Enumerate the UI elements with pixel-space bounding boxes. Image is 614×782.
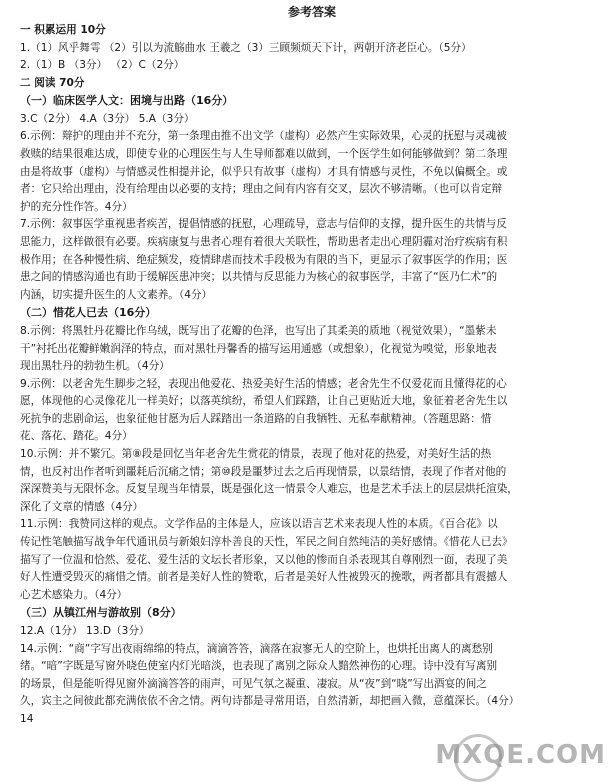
- answer-line: 2.（1）B （3分） （2）C（2分）: [20, 59, 185, 72]
- site-watermark: [435, 732, 606, 778]
- answer-line: 护的充分性作答。4分）: [20, 200, 133, 213]
- answer-lines: [20, 22, 604, 728]
- section-heading: （三）从镇江州与游故别（8分）: [20, 606, 182, 620]
- answer-document: [20, 4, 604, 728]
- answer-line: 由是将故事（虚构）与情感灵性相提并论，似乎只有故事（虚构）才具有情感与灵性，不免以偏概全。或: [20, 165, 508, 178]
- answer-line: 9.示例：以老舍先生脚步之轻，表现出他爱花、热爱美好生活的情感；老舍先生不仅爱花而且懂得花的心: [20, 377, 507, 390]
- section-heading: （二）惜花人已去（16分）: [20, 306, 157, 320]
- answer-line: 6.示例：辩护的理由并不充分，第一条理由推不出文学（虚构）必然产生实际效果，心灵的抚慰与灵魂被: [20, 130, 507, 143]
- answer-line: 现出黑牡丹的勃勃生机。（4分）: [20, 360, 170, 373]
- answer-line: 花、落花、踏花。4分）: [20, 430, 133, 443]
- answer-line: 3.C（2分） 4.A（3分） 5.A（3分）: [20, 112, 195, 125]
- answer-line: 心艺术感染力。（4分）: [20, 588, 128, 601]
- answer-line: 患之间的情感沟通也有助于缓解医患冲突；以共情与反思能力为核心的叙事医学，丰富了“医乃仁术”的: [20, 271, 498, 284]
- part-heading: 二 阅读 70分: [20, 76, 85, 89]
- page-title: 参考答案: [287, 5, 336, 19]
- answer-line: 深化了文章的情感（4分）: [20, 500, 144, 513]
- watermark-text: MXQE.COM: [435, 740, 606, 770]
- answer-line: 死抗争的悲剧命运，也象征他甘愿为后人踩踏出一条道路的自我牺牲、无私奉献精神。（答题思路：惜: [20, 412, 492, 425]
- answer-line: 8.示例：将黑牡丹花瓣比作乌绒，既写出了花瓣的色泽，也写出了其柔美的质地（视觉效果），“墨紫未: [20, 324, 497, 337]
- answer-line: 12.A（1分） 13.D（3分）: [20, 624, 150, 637]
- answer-line: 深深赞美与无限怀念。反复呈现当年情景，既是强化这一情景令人难忘，也是艺术手法上的层层烘托渲染，: [20, 483, 518, 496]
- answer-line: 绪。“暗”字既是写窗外晓色使室内灯光暗淡，也表现了离别之际众人黯然神伤的心理。诗中没有写离别: [20, 660, 498, 673]
- answer-line: 的场景，但是能听得见窗外滴滴答答的雨声，可见气氛之凝重、凄寂。从“夜”到“晓”写出酒宴的间之: [20, 677, 487, 690]
- answer-line: 内涵，切实提升医生的人文素养。（4分）: [20, 288, 213, 301]
- answer-line: 极作用；在各种慢性病、绝症频发，疫情肆虐而技术手段极为有限的当下，更显示了叙事医学的作用；医: [20, 253, 508, 266]
- answer-line: 好人性遭受毁灭的痛惜之情。前者是美好人性的赞歌，后者是美好人性被毁灭的挽歌，两者都具有震撼人: [20, 571, 508, 584]
- part-heading: 一 积累运用 10分: [20, 24, 106, 36]
- answer-line: 传记性笔触描写战争年代通讯员与新娘妇淳朴善良的天性，军民之间自然纯洁的美好感情。《惜花人已去》: [20, 536, 513, 549]
- answer-line: 7.示例：叙事医学重视患者疾苦，提倡情感的抚慰，心理疏导，意志与信仰的支撑，提升医生的共情与反: [20, 218, 507, 231]
- section-heading: （一）临床医学人文：困境与出路（16分）: [20, 94, 234, 108]
- answer-line: 描写了一位温和恰然、爱花、爱生活的文坛长者形象，又以他的惨而自杀表现其自尊刚烈一面，表现了美: [20, 553, 508, 566]
- answer-line: 愿，体现他的心灵像花儿一样美好；以落英缤纷，希望人们踩踏，让自己更贴近大地，象征着老舍先生以: [20, 395, 508, 408]
- answer-line: 11.示例：我赞同这样的观点。文学作品的主体是人，应该以语言艺术来表现人性的本质。《百合花》以: [20, 518, 498, 531]
- watermark-logo-icon: [454, 734, 502, 782]
- answer-line: 久，宾主之间彼此都充满依依不舍之情。两句诗都是寻常用语，自然清新，却把画入微，意蕴深长。（4分）: [20, 695, 520, 708]
- answer-line: 救赎的结果很难达成，即使专业的心理医生与人生导师都难以做到，一个医学生如何能够做到？第二条理: [20, 148, 508, 161]
- answer-line: 思能力，这样做很有必要。疾病康复与患者心理有着很大关联性，帮助患者走出心理阴霾对治疗疾病有积: [20, 236, 508, 249]
- answer-line: 情，也反衬出作者听到噩耗后沉痛之情；第⑩段是噩梦过去之后再现情景，以景结情，表现了作者对他的: [20, 465, 507, 478]
- answer-line: 14.示例：“商”字写出夜雨绵绵的特点，滴滴答答，滴落在寂寥无人的空阶上，也烘托出离人的离愁别: [20, 642, 493, 655]
- answer-line: 10.示例：并不繁冗。第⑧段是回忆当年老舍先生赏花的情景，表现了他对花的热爱，对美好生活的热: [20, 448, 492, 461]
- answer-line: 1.（1）风乎舞雩 （2）引以为流觞曲水 王羲之（3）三顾频烦天下计，两朝开济老臣心。（5分）: [20, 41, 472, 54]
- answer-line: 14: [20, 712, 34, 725]
- answer-line: 者：它只给出理由，没有给理由以必要的支持；理由之间有内容有交叉，层次不够清晰。（也可以肯定辩: [20, 183, 503, 196]
- answer-line: 干”衬托出花瓣鲜嫩润泽的特点，而对黑牡丹馨香的描写运用通感（或想象），化视觉为嗅觉，形象地表: [20, 342, 497, 355]
